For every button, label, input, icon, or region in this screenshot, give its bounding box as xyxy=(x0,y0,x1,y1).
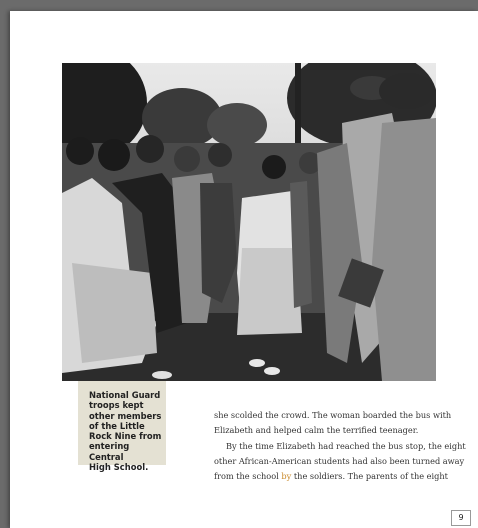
body-line-part: the soldiers. The parents of the eight xyxy=(291,471,448,482)
body-line: she scolded the crowd. The woman boarded the bus with xyxy=(214,410,452,420)
body-line: Elizabeth and helped calm the terrified teenager. xyxy=(214,425,419,436)
page-number: 9 xyxy=(451,510,471,526)
photo-caption: National Guard troops kept other members of the Little Rock Nine from entering Central High School. xyxy=(89,390,162,473)
highlighted-word: by xyxy=(281,471,292,482)
body-line: By the time Elizabeth had reached the bus stop, the eight xyxy=(226,440,466,451)
body-line-part: from the school xyxy=(214,471,282,482)
body-text xyxy=(214,408,466,484)
historical-photo xyxy=(62,63,436,381)
body-line xyxy=(214,469,446,484)
photo-illustration xyxy=(62,63,436,381)
body-line: other African-American students had also been turned away xyxy=(214,455,465,466)
